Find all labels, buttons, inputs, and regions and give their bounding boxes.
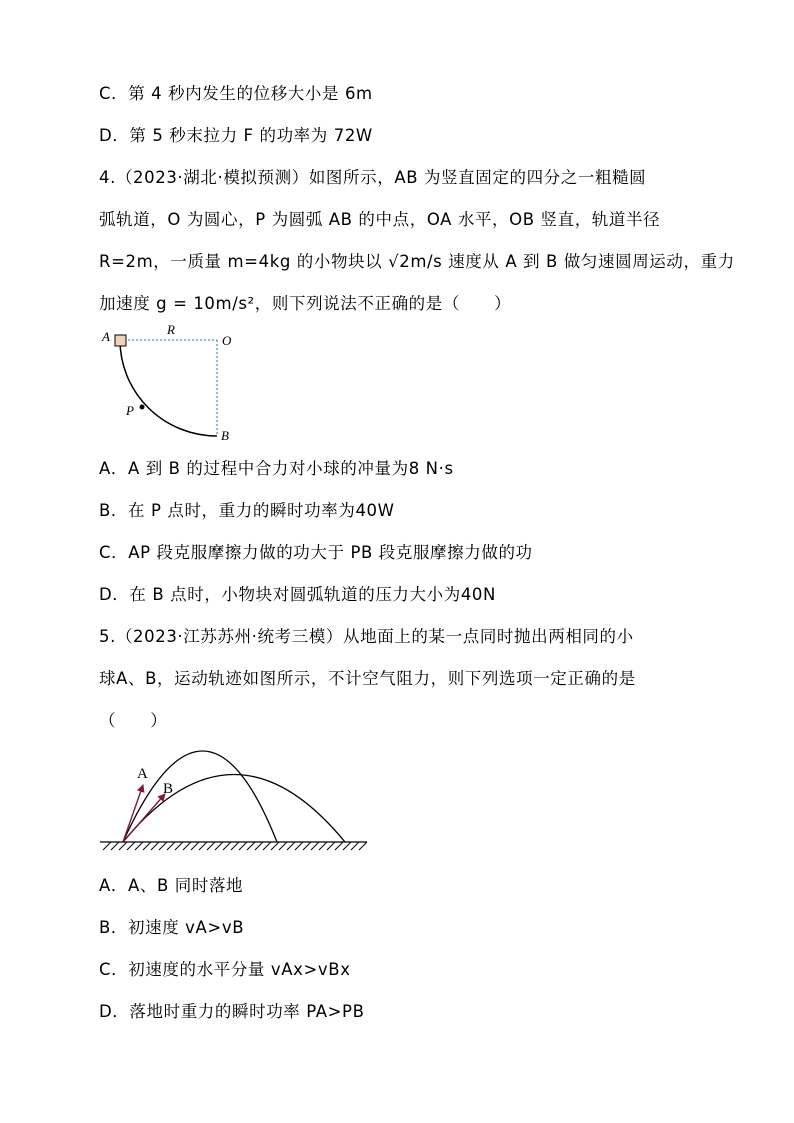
label-r: R	[167, 322, 175, 337]
question-4-line-3: R=2m，一质量 m=4kg 的小物块以 √2m/s 速度从 A 到 B 做匀速圆周运动，重力	[99, 252, 735, 271]
trajectory-b	[123, 775, 345, 843]
label-ball-b: B	[163, 781, 174, 797]
question-5-line-2: 球A、B，运动轨迹如图所示，不计空气阻力，则下列选项一定正确的是	[99, 669, 636, 688]
option-q3-c: C．第 4 秒内发生的位移大小是 6m	[99, 84, 373, 103]
question-4-line-2: 弧轨道，O 为圆心，P 为圆弧 AB 的中点，OA 水平，OB 竖直，轨道半径	[99, 210, 661, 229]
label-a: A	[102, 329, 110, 344]
option-q5-d: D．落地时重力的瞬时功率 PA>PB	[99, 1002, 365, 1021]
option-q4-b: B．在 P 点时，重力的瞬时功率为40W	[99, 501, 395, 520]
trajectory-a	[123, 751, 277, 842]
question-5-line-3: （ ）	[99, 711, 168, 730]
projectile-figure	[95, 735, 380, 860]
velocity-arrow-a	[123, 785, 143, 842]
option-q5-c: C．初速度的水平分量 vAx>vBx	[99, 960, 351, 979]
option-q4-d: D．在 B 点时，小物块对圆弧轨道的压力大小为40N	[99, 585, 496, 604]
label-b: B	[221, 428, 229, 443]
small-block	[115, 335, 126, 346]
question-4-line-4: 加速度 g = 10m/s²，则下列说法不正确的是（ ）	[99, 294, 512, 313]
option-q4-c: C．AP 段克服摩擦力做的功大于 PB 段克服摩擦力做的功	[99, 543, 533, 562]
option-q3-d: D．第 5 秒末拉力 F 的功率为 72W	[99, 126, 373, 145]
question-5-line-1: 5.（2023·江苏苏州·统考三模）从地面上的某一点同时抛出两相同的小	[99, 627, 634, 646]
option-q5-b: B．初速度 vA>vB	[99, 918, 245, 937]
label-o: O	[222, 333, 232, 348]
label-ball-a: A	[137, 766, 148, 782]
ground-hatching	[103, 842, 367, 850]
quarter-arc-track	[120, 340, 217, 436]
point-p-dot	[140, 405, 145, 410]
option-q5-a: A．A、B 同时落地	[99, 876, 244, 895]
question-4-line-1: 4.（2023·湖北·模拟预测）如图所示，AB 为竖直固定的四分之一粗糙圆	[99, 168, 647, 187]
option-q4-a: A．A 到 B 的过程中合力对小球的冲量为8 N·s	[99, 459, 454, 478]
label-p: P	[126, 403, 134, 418]
arc-track-figure	[95, 318, 255, 448]
